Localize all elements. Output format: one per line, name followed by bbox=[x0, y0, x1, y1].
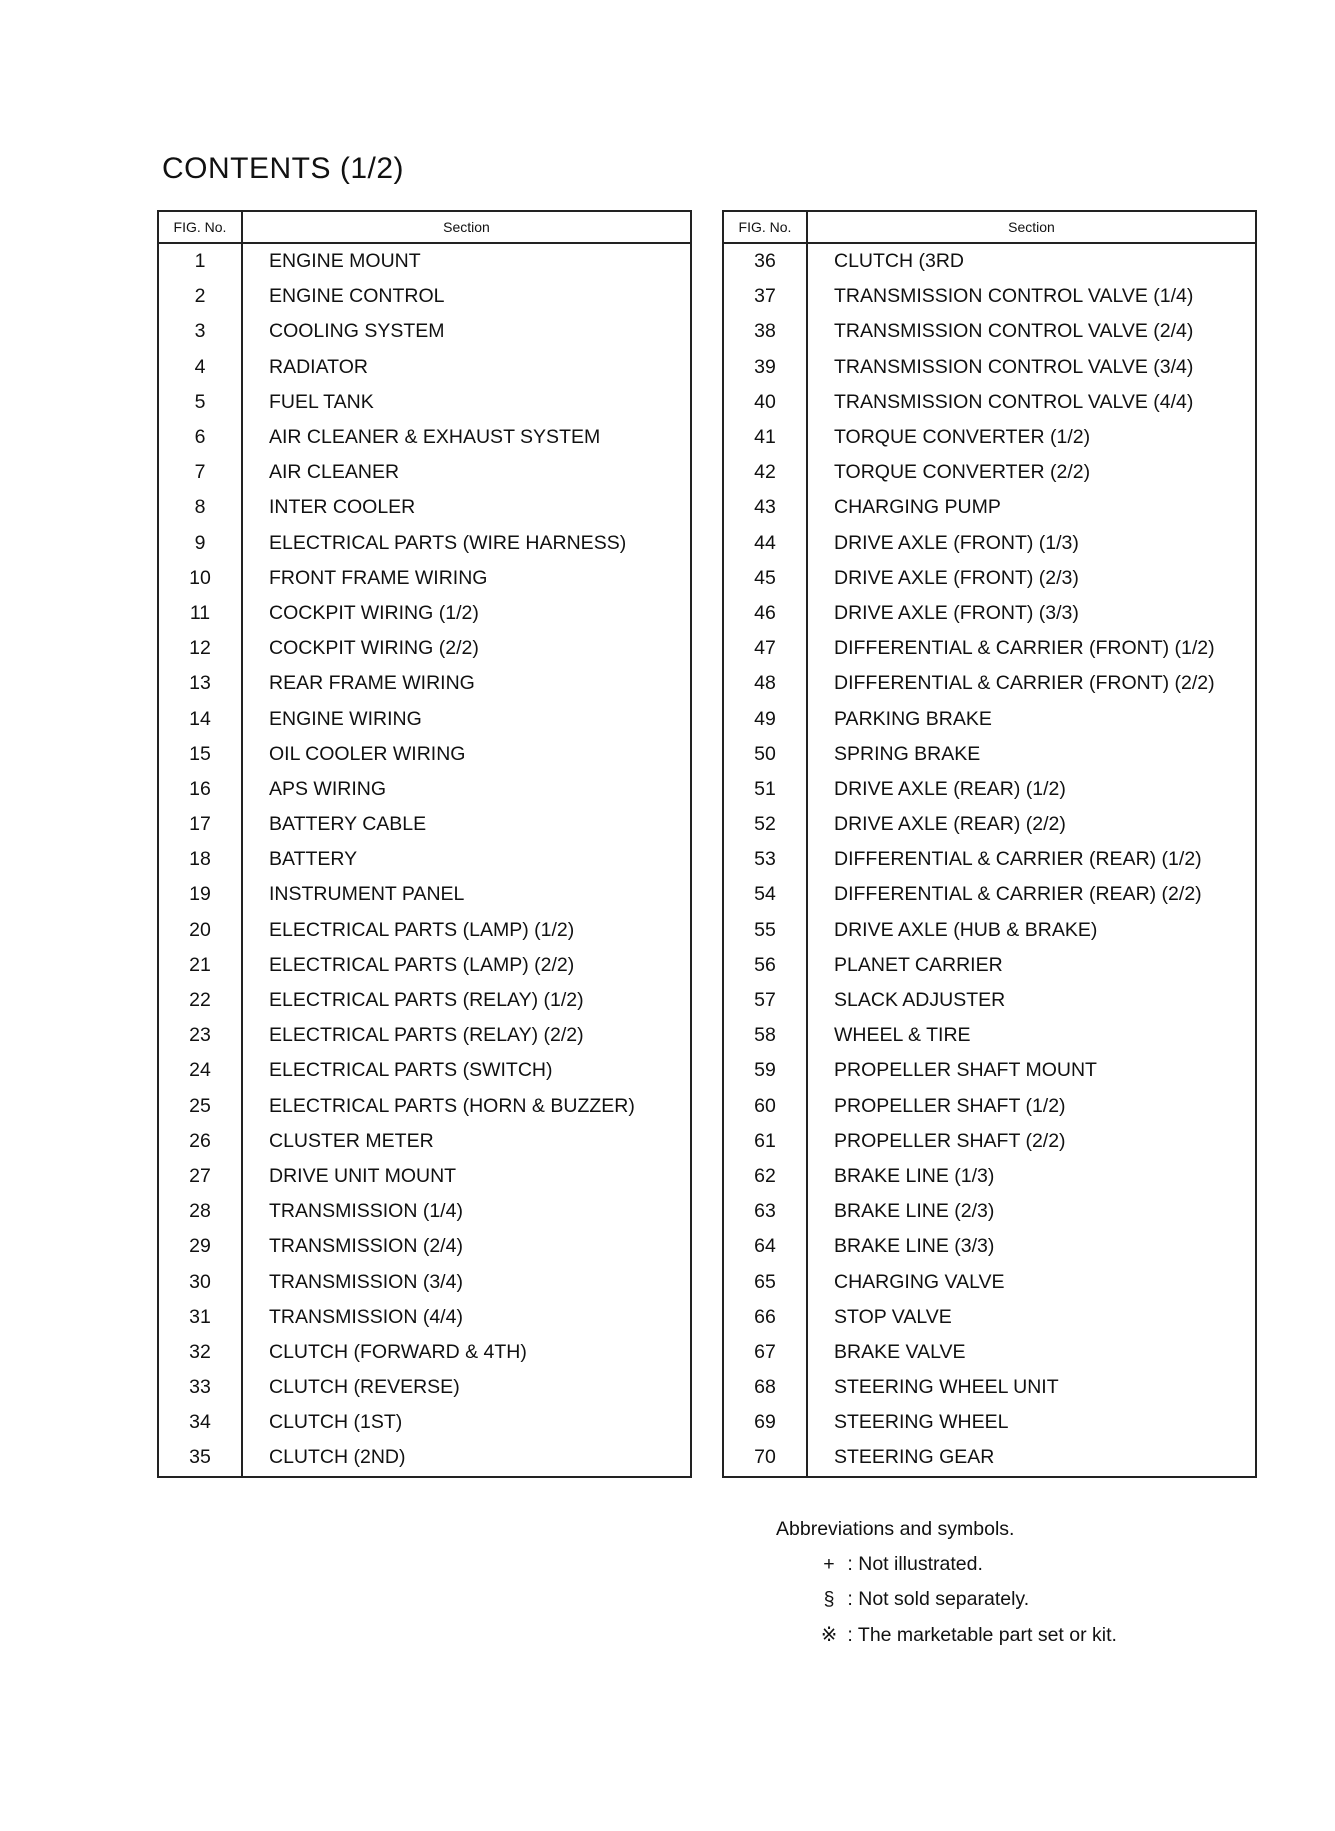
section-cell: BATTERY bbox=[269, 848, 358, 871]
reference-mark-symbol: ※ bbox=[820, 1623, 838, 1646]
section-header: Section bbox=[242, 211, 691, 243]
fig-no-cell: 67 bbox=[723, 1335, 807, 1370]
section-cell: ENGINE CONTROL bbox=[269, 285, 445, 308]
section-cell: DIFFERENTIAL & CARRIER (REAR) (1/2) bbox=[834, 848, 1202, 871]
fig-no-cell: 12 bbox=[158, 631, 242, 666]
table-row bbox=[723, 490, 1256, 525]
section-cell: ELECTRICAL PARTS (LAMP) (1/2) bbox=[269, 918, 575, 941]
fig-no-cell: 26 bbox=[158, 1124, 242, 1159]
table-row bbox=[723, 701, 1256, 736]
section-cell: DRIVE AXLE (REAR) (1/2) bbox=[834, 777, 1066, 800]
fig-no-cell: 3 bbox=[158, 314, 242, 349]
fig-no-cell: 18 bbox=[158, 842, 242, 877]
fig-no-cell: 44 bbox=[723, 526, 807, 561]
fig-no-cell: 23 bbox=[158, 1018, 242, 1053]
table-row bbox=[158, 1440, 691, 1476]
section-cell: ELECTRICAL PARTS (SWITCH) bbox=[269, 1059, 553, 1082]
table-row bbox=[723, 807, 1256, 842]
fig-no-cell: 8 bbox=[158, 490, 242, 525]
table-row bbox=[723, 983, 1256, 1018]
table-row bbox=[723, 596, 1256, 631]
section-cell: AIR CLEANER bbox=[269, 461, 400, 484]
legend-item-not-sold-separately bbox=[776, 1582, 1117, 1617]
fig-no-cell: 25 bbox=[158, 1089, 242, 1124]
table-row bbox=[723, 526, 1256, 561]
section-cell: CHARGING PUMP bbox=[834, 496, 1001, 519]
fig-no-cell: 68 bbox=[723, 1370, 807, 1405]
section-cell: DIFFERENTIAL & CARRIER (FRONT) (1/2) bbox=[834, 637, 1215, 660]
fig-no-cell: 9 bbox=[158, 526, 242, 561]
legend-item-not-illustrated bbox=[776, 1547, 1117, 1582]
table-row bbox=[723, 631, 1256, 666]
table-row bbox=[158, 526, 691, 561]
table-row bbox=[723, 1124, 1256, 1159]
fig-no-cell: 32 bbox=[158, 1335, 242, 1370]
fig-no-cell: 35 bbox=[158, 1440, 242, 1476]
fig-no-cell: 24 bbox=[158, 1053, 242, 1088]
section-cell: OIL COOLER WIRING bbox=[269, 742, 466, 765]
fig-no-cell: 54 bbox=[723, 877, 807, 912]
table-row bbox=[723, 1300, 1256, 1335]
fig-no-cell: 62 bbox=[723, 1159, 807, 1194]
section-cell: STEERING WHEEL bbox=[834, 1411, 1009, 1434]
table-row bbox=[158, 1018, 691, 1053]
fig-no-cell: 14 bbox=[158, 701, 242, 736]
section-cell: DRIVE AXLE (HUB & BRAKE) bbox=[834, 918, 1098, 941]
section-cell: PROPELLER SHAFT (1/2) bbox=[834, 1094, 1066, 1117]
table-row bbox=[723, 243, 1256, 279]
section-header: Section bbox=[807, 211, 1256, 243]
table-row bbox=[158, 877, 691, 912]
fig-no-cell: 50 bbox=[723, 737, 807, 772]
fig-no-cell: 27 bbox=[158, 1159, 242, 1194]
fig-no-cell: 53 bbox=[723, 842, 807, 877]
section-cell: ELECTRICAL PARTS (HORN & BUZZER) bbox=[269, 1094, 635, 1117]
section-cell: COOLING SYSTEM bbox=[269, 320, 445, 343]
table-row bbox=[723, 314, 1256, 349]
table-row bbox=[158, 631, 691, 666]
fig-no-cell: 57 bbox=[723, 983, 807, 1018]
table-row bbox=[723, 948, 1256, 983]
table-row bbox=[158, 1264, 691, 1299]
table-row bbox=[723, 842, 1256, 877]
fig-no-cell: 31 bbox=[158, 1300, 242, 1335]
section-cell: TORQUE CONVERTER (2/2) bbox=[834, 461, 1091, 484]
table-header-row bbox=[158, 211, 691, 243]
table-row bbox=[723, 1370, 1256, 1405]
section-cell: RADIATOR bbox=[269, 355, 368, 378]
table-row bbox=[723, 666, 1256, 701]
table-row bbox=[723, 1053, 1256, 1088]
fig-no-cell: 61 bbox=[723, 1124, 807, 1159]
table-row bbox=[158, 420, 691, 455]
section-cell: TRANSMISSION (1/4) bbox=[269, 1200, 463, 1223]
fig-no-cell: 41 bbox=[723, 420, 807, 455]
table-row bbox=[723, 1405, 1256, 1440]
section-cell: TRANSMISSION (4/4) bbox=[269, 1305, 463, 1328]
section-cell: CLUTCH (FORWARD & 4TH) bbox=[269, 1340, 527, 1363]
table-row bbox=[158, 1124, 691, 1159]
fig-no-cell: 39 bbox=[723, 350, 807, 385]
table-row bbox=[723, 737, 1256, 772]
fig-no-cell: 40 bbox=[723, 385, 807, 420]
table-header-row bbox=[723, 211, 1256, 243]
table-row bbox=[158, 243, 691, 279]
fig-no-cell: 20 bbox=[158, 913, 242, 948]
fig-no-cell: 2 bbox=[158, 279, 242, 314]
table-row bbox=[723, 877, 1256, 912]
section-cell: SLACK ADJUSTER bbox=[834, 989, 1006, 1012]
table-row bbox=[723, 455, 1256, 490]
section-symbol: § bbox=[823, 1588, 835, 1611]
section-cell: FUEL TANK bbox=[269, 390, 374, 413]
table-row bbox=[158, 1089, 691, 1124]
fig-no-cell: 6 bbox=[158, 420, 242, 455]
fig-no-header: FIG. No. bbox=[158, 211, 242, 243]
table-row bbox=[158, 1229, 691, 1264]
table-row bbox=[158, 350, 691, 385]
plus-symbol: + bbox=[823, 1553, 835, 1576]
fig-no-cell: 19 bbox=[158, 877, 242, 912]
section-cell: ENGINE WIRING bbox=[269, 707, 422, 730]
fig-no-cell: 4 bbox=[158, 350, 242, 385]
table-row bbox=[158, 666, 691, 701]
section-cell: ELECTRICAL PARTS (RELAY) (1/2) bbox=[269, 989, 584, 1012]
section-cell: INSTRUMENT PANEL bbox=[269, 883, 465, 906]
table-row bbox=[158, 561, 691, 596]
section-cell: DRIVE AXLE (FRONT) (1/3) bbox=[834, 531, 1079, 554]
table-row bbox=[723, 1018, 1256, 1053]
fig-no-cell: 36 bbox=[723, 243, 807, 279]
section-cell: BRAKE LINE (2/3) bbox=[834, 1200, 995, 1223]
fig-no-cell: 59 bbox=[723, 1053, 807, 1088]
fig-no-cell: 28 bbox=[158, 1194, 242, 1229]
fig-no-cell: 30 bbox=[158, 1264, 242, 1299]
section-cell: CLUSTER METER bbox=[269, 1129, 434, 1152]
section-cell: DRIVE AXLE (FRONT) (3/3) bbox=[834, 601, 1079, 624]
section-cell: APS WIRING bbox=[269, 777, 387, 800]
fig-no-cell: 64 bbox=[723, 1229, 807, 1264]
abbreviations-legend bbox=[776, 1512, 1117, 1653]
table-row bbox=[158, 1405, 691, 1440]
table-row bbox=[723, 772, 1256, 807]
contents-body-right bbox=[723, 243, 1256, 1477]
fig-no-cell: 21 bbox=[158, 948, 242, 983]
section-cell: BATTERY CABLE bbox=[269, 813, 427, 836]
section-cell: STEERING WHEEL UNIT bbox=[834, 1376, 1059, 1399]
table-row bbox=[723, 279, 1256, 314]
section-cell: STEERING GEAR bbox=[834, 1446, 995, 1469]
section-cell: CHARGING VALVE bbox=[834, 1270, 1005, 1293]
fig-no-header: FIG. No. bbox=[723, 211, 807, 243]
fig-no-cell: 17 bbox=[158, 807, 242, 842]
section-cell: PLANET CARRIER bbox=[834, 953, 1003, 976]
table-row bbox=[158, 596, 691, 631]
section-cell: COCKPIT WIRING (2/2) bbox=[269, 637, 479, 660]
table-row bbox=[158, 737, 691, 772]
table-row bbox=[158, 772, 691, 807]
legend-item-part-set-or-kit bbox=[776, 1618, 1117, 1653]
table-row bbox=[158, 314, 691, 349]
fig-no-cell: 29 bbox=[158, 1229, 242, 1264]
section-cell: TRANSMISSION CONTROL VALVE (1/4) bbox=[834, 285, 1194, 308]
section-cell: TRANSMISSION (3/4) bbox=[269, 1270, 463, 1293]
table-row bbox=[723, 385, 1256, 420]
fig-no-cell: 13 bbox=[158, 666, 242, 701]
fig-no-cell: 38 bbox=[723, 314, 807, 349]
fig-no-cell: 47 bbox=[723, 631, 807, 666]
section-cell: WHEEL & TIRE bbox=[834, 1024, 971, 1047]
fig-no-cell: 10 bbox=[158, 561, 242, 596]
fig-no-cell: 65 bbox=[723, 1264, 807, 1299]
table-row bbox=[158, 1053, 691, 1088]
table-row bbox=[723, 561, 1256, 596]
section-cell: TORQUE CONVERTER (1/2) bbox=[834, 426, 1091, 449]
fig-no-cell: 70 bbox=[723, 1440, 807, 1476]
section-cell: ELECTRICAL PARTS (LAMP) (2/2) bbox=[269, 953, 575, 976]
section-cell: CLUTCH (2ND) bbox=[269, 1446, 406, 1469]
table-row bbox=[158, 1194, 691, 1229]
section-cell: SPRING BRAKE bbox=[834, 742, 981, 765]
table-row bbox=[158, 701, 691, 736]
section-cell: BRAKE LINE (3/3) bbox=[834, 1235, 995, 1258]
contents-table-left bbox=[157, 210, 692, 1478]
section-cell: PROPELLER SHAFT MOUNT bbox=[834, 1059, 1097, 1082]
fig-no-cell: 42 bbox=[723, 455, 807, 490]
fig-no-cell: 16 bbox=[158, 772, 242, 807]
fig-no-cell: 15 bbox=[158, 737, 242, 772]
section-cell: BRAKE VALVE bbox=[834, 1340, 966, 1363]
table-row bbox=[158, 1159, 691, 1194]
section-cell: TRANSMISSION (2/4) bbox=[269, 1235, 463, 1258]
section-cell: DRIVE AXLE (REAR) (2/2) bbox=[834, 813, 1066, 836]
table-row bbox=[723, 1159, 1256, 1194]
table-row bbox=[723, 350, 1256, 385]
section-cell: PARKING BRAKE bbox=[834, 707, 992, 730]
section-cell: DIFFERENTIAL & CARRIER (REAR) (2/2) bbox=[834, 883, 1202, 906]
table-row bbox=[723, 1089, 1256, 1124]
section-cell: TRANSMISSION CONTROL VALVE (3/4) bbox=[834, 355, 1194, 378]
fig-no-cell: 69 bbox=[723, 1405, 807, 1440]
contents-body-left bbox=[158, 243, 691, 1477]
table-row bbox=[158, 948, 691, 983]
section-cell: TRANSMISSION CONTROL VALVE (2/4) bbox=[834, 320, 1194, 343]
fig-no-cell: 22 bbox=[158, 983, 242, 1018]
table-row bbox=[158, 1370, 691, 1405]
table-row bbox=[158, 490, 691, 525]
fig-no-cell: 11 bbox=[158, 596, 242, 631]
table-row bbox=[158, 1335, 691, 1370]
table-row bbox=[158, 1300, 691, 1335]
section-cell: DIFFERENTIAL & CARRIER (FRONT) (2/2) bbox=[834, 672, 1215, 695]
fig-no-cell: 5 bbox=[158, 385, 242, 420]
fig-no-cell: 48 bbox=[723, 666, 807, 701]
fig-no-cell: 1 bbox=[158, 243, 242, 279]
section-cell: BRAKE LINE (1/3) bbox=[834, 1164, 995, 1187]
fig-no-cell: 43 bbox=[723, 490, 807, 525]
section-cell: AIR CLEANER & EXHAUST SYSTEM bbox=[269, 426, 601, 449]
fig-no-cell: 63 bbox=[723, 1194, 807, 1229]
table-row bbox=[723, 913, 1256, 948]
table-row bbox=[158, 807, 691, 842]
section-cell: STOP VALVE bbox=[834, 1305, 952, 1328]
fig-no-cell: 49 bbox=[723, 701, 807, 736]
fig-no-cell: 7 bbox=[158, 455, 242, 490]
abbreviations-heading: Abbreviations and symbols. bbox=[776, 1518, 1015, 1540]
section-cell: COCKPIT WIRING (1/2) bbox=[269, 601, 479, 624]
fig-no-cell: 45 bbox=[723, 561, 807, 596]
table-row bbox=[723, 1440, 1256, 1476]
fig-no-cell: 56 bbox=[723, 948, 807, 983]
table-row bbox=[723, 1194, 1256, 1229]
table-row bbox=[158, 983, 691, 1018]
table-row bbox=[723, 1229, 1256, 1264]
fig-no-cell: 33 bbox=[158, 1370, 242, 1405]
fig-no-cell: 37 bbox=[723, 279, 807, 314]
section-cell: FRONT FRAME WIRING bbox=[269, 566, 488, 589]
section-cell: ENGINE MOUNT bbox=[269, 250, 421, 273]
fig-no-cell: 51 bbox=[723, 772, 807, 807]
section-cell: PROPELLER SHAFT (2/2) bbox=[834, 1129, 1066, 1152]
table-row bbox=[158, 913, 691, 948]
table-row bbox=[723, 1335, 1256, 1370]
section-cell: ELECTRICAL PARTS (WIRE HARNESS) bbox=[269, 531, 627, 554]
section-cell: REAR FRAME WIRING bbox=[269, 672, 475, 695]
table-row bbox=[723, 420, 1256, 455]
legend-text: : Not illustrated. bbox=[847, 1553, 983, 1576]
fig-no-cell: 46 bbox=[723, 596, 807, 631]
section-cell: CLUTCH (REVERSE) bbox=[269, 1376, 460, 1399]
legend-text: : Not sold separately. bbox=[847, 1588, 1030, 1611]
legend-text: : The marketable part set or kit. bbox=[847, 1623, 1117, 1646]
fig-no-cell: 52 bbox=[723, 807, 807, 842]
page-title: CONTENTS (1/2) bbox=[162, 152, 405, 185]
fig-no-cell: 58 bbox=[723, 1018, 807, 1053]
section-cell: DRIVE UNIT MOUNT bbox=[269, 1164, 457, 1187]
section-cell: DRIVE AXLE (FRONT) (2/3) bbox=[834, 566, 1079, 589]
contents-table-right bbox=[722, 210, 1257, 1478]
table-row bbox=[723, 1264, 1256, 1299]
section-cell: TRANSMISSION CONTROL VALVE (4/4) bbox=[834, 390, 1194, 413]
fig-no-cell: 55 bbox=[723, 913, 807, 948]
section-cell: CLUTCH (1ST) bbox=[269, 1411, 403, 1434]
section-cell: INTER COOLER bbox=[269, 496, 416, 519]
fig-no-cell: 34 bbox=[158, 1405, 242, 1440]
table-row bbox=[158, 842, 691, 877]
fig-no-cell: 60 bbox=[723, 1089, 807, 1124]
table-row bbox=[158, 455, 691, 490]
section-cell: CLUTCH (3RD bbox=[834, 250, 965, 273]
table-row bbox=[158, 385, 691, 420]
section-cell: ELECTRICAL PARTS (RELAY) (2/2) bbox=[269, 1024, 584, 1047]
table-row bbox=[158, 279, 691, 314]
fig-no-cell: 66 bbox=[723, 1300, 807, 1335]
